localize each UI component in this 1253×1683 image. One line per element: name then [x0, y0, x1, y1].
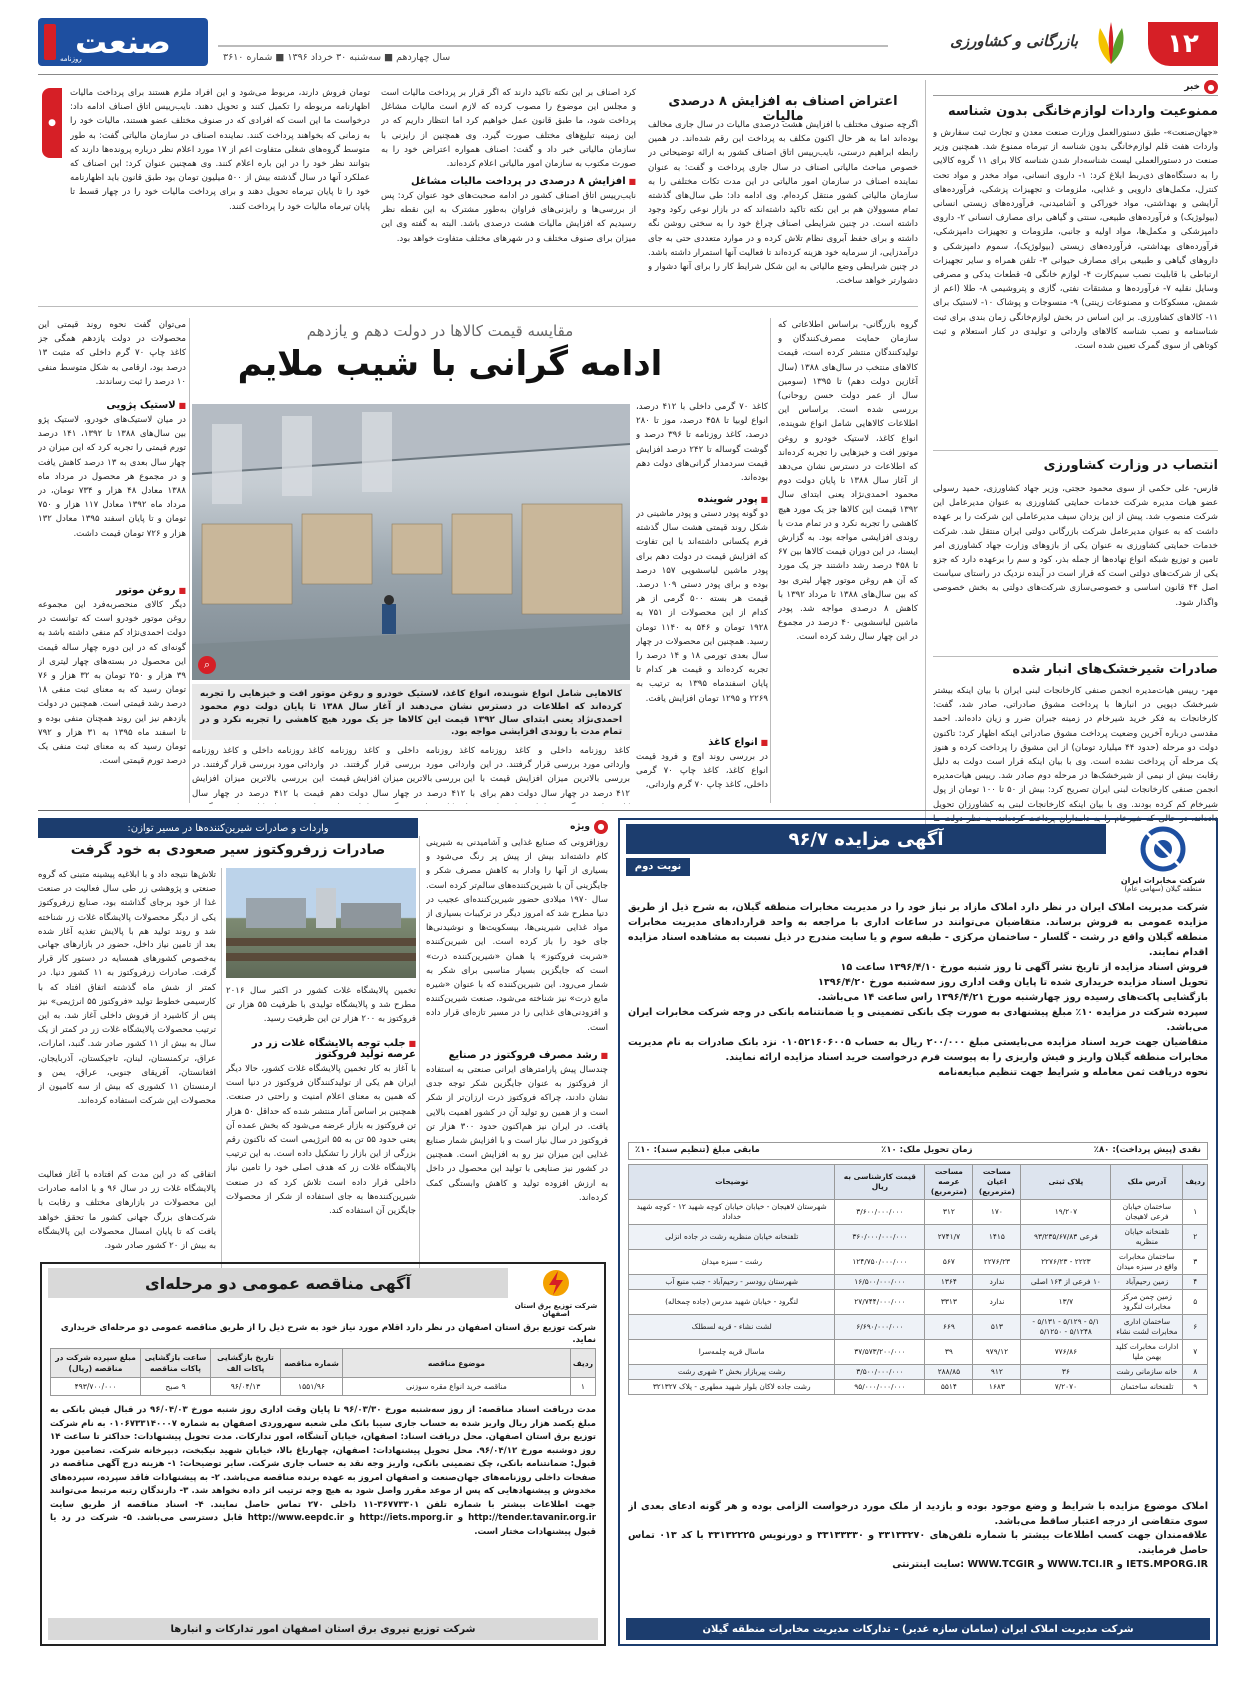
- tci-table-cell: ۲: [1183, 1225, 1208, 1250]
- news3-title: صادرات شیرخشک‌های انبار شده: [1012, 662, 1218, 677]
- tci-table-cell: ۱۷۰: [973, 1200, 1021, 1225]
- tci-table-cell: ۳۷/۵۷۳/۲۰۰/۰۰۰: [835, 1340, 925, 1365]
- tci-term-2: زمان تحویل ملک: ۱۰٪: [881, 1145, 973, 1155]
- tci-table-cell: ۴: [1183, 1275, 1208, 1290]
- tci-table-cell: رشت پیربازار بخش ۲ شهری رشت: [629, 1365, 835, 1380]
- tci-table-cell: خانه سازمانی رشت: [1111, 1365, 1183, 1380]
- news3-body: مهر- رییس هیات‌مدیره انجمن صنفی کارخانجات لبنی ایران با بیان اینکه بیشتر شیرخشک دپویی در انبارها با پرداخت مشوق صادراتی، صادر شد، گفت: کارخانجات به فکر خرید شیرخام در زمینه جبران ضرر و زیان داده‌اند. احمد مقدسی درباره آخرین وضعیت پرداخت مشوق صادراتی اینکه اظهار کرد: تاکنون دولت دو مرحله (حدود ۴۴ میلیارد تومان) از این مشوق را پرداخت کرده و هنوز یک مرحله آن پرداخت نشده است. وی با بیان اینکه قرار است دولت به دلیل رقابت بیش از نیمی از شیرخشک‌ها در مرحله دوم صادر شد. رییس هیات‌مدیره انجمن صنفی کارخانجات لبنی ایران تصریح کرد: بیش از ۵۰ تا ۱۰۰ تومان از پول شیرخام کم کرده بودند. وی با بیان اینکه کارخانجات لبنی به کشاورزان تحویل داده‌اند، در حالی که شیرخام را به دامداران پرداخت کرده‌اند، به نظر دولت ما: [933, 686, 1218, 824]
- tci-table-row: [629, 1315, 1208, 1340]
- tci-table-cell: زمین رحیم‌آباد: [1111, 1275, 1183, 1290]
- news-tag-label: خبر: [1184, 82, 1200, 92]
- tci-table-cell: ۳۶: [1021, 1365, 1111, 1380]
- tci-table-cell: ندارد: [973, 1290, 1021, 1315]
- special-tag-label: ویژه: [570, 821, 590, 832]
- tci-properties-table: [628, 1164, 1208, 1395]
- tci-table-header: ردیف آدرس ملک پلاک ثبتی مساحت اعیان (مترمربع) مساحت عرصه (مترمربع) قیمت کارشناسی به ریال توضیحات: [629, 1165, 1208, 1200]
- special-band-text: واردات و صادرات شیرین‌کننده‌ها در مسیر توازن:: [127, 822, 329, 834]
- tci-table-cell: ۳/۵۰۰/۰۰۰/۰۰۰: [835, 1365, 925, 1380]
- tci-table-cell: ۳۹: [925, 1340, 973, 1365]
- tci-table-cell: ۱: [1183, 1200, 1208, 1225]
- news-divider-1: [933, 450, 1218, 451]
- tci-table-row: [629, 1200, 1208, 1225]
- tci-title: آگهی مزایده ۹۶/۷: [788, 828, 944, 850]
- power-signature-bar: [48, 1618, 598, 1640]
- tci-table-cell: ۱۶/۵۰۰/۰۰۰/۰۰۰: [835, 1275, 925, 1290]
- special-rule-1: [419, 836, 420, 1284]
- special-tag-icon: ●: [594, 820, 608, 834]
- tci-logo-icon: [1134, 826, 1192, 872]
- feature-col-c2: کاغذ روزنامه داخلی و کاغذ روزنامه وارداتی مورد بررسی قرار گرفتند. در این بررسی بالاترین میزان افزایش قیمت با ۴۱۲ درصد در چهار سال دولت دهم: [330, 746, 475, 799]
- page-header: [38, 18, 1218, 70]
- special-title: صادرات زرفروکتوز سیر صعودی به خود گرفت: [70, 842, 386, 858]
- feature-col-rule: [770, 318, 771, 803]
- tci-table-row: [629, 1340, 1208, 1365]
- tci-table-cell: شهرستان رودسر - رحیم‌آباد - جنب منبع آب: [629, 1275, 835, 1290]
- power-table-wrap: [50, 1348, 596, 1396]
- tci-table-row: [629, 1365, 1208, 1380]
- top-article-col2-heading: ■ افزایش ۸ درصدی در پرداخت مالیات مشاغل: [381, 176, 636, 187]
- tci-table-cell: فرعی ۹۳/۲۳۵/۶۷/۸۳: [1021, 1225, 1111, 1250]
- tci-line-3: بازگشایی پاکت‌های رسیده روز چهارشنبه مورخ ۱۳۹۶/۴/۲۱ راس ساعت ۱۴ می‌باشد.: [817, 992, 1208, 1003]
- power-intro: شرکت توزیع برق استان اصفهان در نظر دارد اقلام مورد نیاز خود به شرح ذیل را از طریق مناقصه عمومی دو مرحله‌ای خریداری نماید.: [60, 1323, 596, 1345]
- tci-table-cell: ۵۵۱۴: [925, 1380, 973, 1395]
- tci-table-cell: ۳۶۰/۰۰۰/۰۰۰/۰۰۰: [835, 1225, 925, 1250]
- special-col-mid-b: با آغاز به کار تخمین پالایشگاه غلات کشور، حالا دیگر ایران هم یکی از تولیدکنندگان فروکتوز در دنیا است که همین به معنای اعلام امنیت و راحتی در صنعت. همچنین بر اساس آمار منتشر شده که حداقل ۵۰ هزار تن فروکتوز به بازار عرضه می‌شود که بخش عمده آن یعنی حدود ۵۵ تن به ۵۵ انرژیمی است که ناکنون رقم بزرگی از این بازار را تشکیل داده است. به این ترتیب پالایشگاه غلات زر که هدف اصلی خود را تامین نیاز داخلی قرار داده است تلاش کرد که در صنعت شیرین‌کننده‌ها به جای استفاده از شکر از محصولات جایگزین آن استفاده کند.: [226, 1064, 416, 1217]
- tci-table-cell: ۷: [1183, 1340, 1208, 1365]
- tci-table-cell: ندارد: [973, 1275, 1021, 1290]
- power-tender-table: [50, 1348, 596, 1396]
- tci-company: شرکت مخابرات ایران: [1120, 876, 1206, 885]
- feature-caption: [192, 684, 630, 740]
- tci-table-cell: ۲۷۴۱/۷: [925, 1225, 973, 1250]
- tci-table-cell: ۱۹/۲۰۷: [1021, 1200, 1111, 1225]
- feature-col-d: [38, 318, 186, 803]
- tci-table-cell: ۸: [1183, 1365, 1208, 1380]
- top-article-col2: [381, 86, 636, 302]
- tci-table-cell: ۳۳۱۳: [925, 1290, 973, 1315]
- emphasis-tab: [42, 88, 62, 158]
- section-title: بازرگانی و کشاورزی: [950, 32, 1078, 50]
- feature-headline: ادامه گرانی با شیب ملایم: [237, 344, 663, 384]
- tci-table-cell: ۳/۶۰۰/۰۰۰/۰۰۰: [835, 1200, 925, 1225]
- tci-table-cell: ۲۸۸/۸۵: [925, 1365, 973, 1380]
- tci-contact: علاقه‌مندان جهت کسب اطلاعات بیشتر با شماره تلفن‌های ۳۳۱۳۳۲۷۰ و ۳۳۱۳۳۳۳۰ و دورنویس ۳۳۱۳۲۲۲۵ با کد ۰۱۳ تماس حاصل فرمایند.: [628, 1530, 1208, 1556]
- header-line: [218, 45, 888, 47]
- special-col-left-b: چندسال پیش پارامترهای ایرانی صنعتی به استفاده از فروکتوز به عنوان جایگزین شکر توجه جدی نشان دادند، چراکه فروکتوز ذرت ارزان‌تر از شکر است و از همین رو تولید آن در کشور اهمیت بالایی یافت. در ایران نیز هم‌اکنون حدود ۳۰۰ هزار تن فروکتوز در سال نیاز است و با افزایش شمار صنایع غذایی این میزان نیز رو به افزایش است. همچنین در کشور نیز صنایعی با تولید این محصول در داخل به ارزش افزوده تولید و کاهش وابستگی کمک کرده‌اند.: [426, 1065, 608, 1203]
- special-col-mid-a: تخمین پالایشگاه غلات کشور در اکتبر سال ۲۰۱۶ مطرح شد و پالایشگاه تولیدی با ظرفیت ۵۵ هزار تن فروکتوز به ۲۰۰ هزار تن این ظرفیت رسید.: [226, 986, 416, 1025]
- tci-table-cell: ۲۷/۷۴۴/۰۰۰/۰۰۰: [835, 1290, 925, 1315]
- newspaper-logo: [38, 18, 208, 66]
- feature-col-d-oil: دیگر کالای منحصربه‌فرد این مجموعه روغن موتور خودرو است که توانست در دولت احمدی‌نژاد کم منفی داشته باشد به گونه‌ای که در این دوره چهار ساله قیمت این محصول در بسته‌های چهار لیتری از ۳۹ هزار و ۲۵۰ تومان به ۳۲ هزار و ۷۶ تومان رسید که به معنای ثبت منفی ۱۸ درصد رشد قیمتی است. همچنین در دولت یازدهم نیز این روند همچنان منفی بوده و تا اسفند ماه ۱۳۹۵ به ۳۱ هزار و ۷۹۲ تومان رسید که به معنای ثبت منفی یک درصد تورم قیمتی است.: [38, 600, 186, 767]
- feature-col-c3: کاغذ روزنامه داخلی و کاغذ روزنامه وارداتی مورد بررسی قرار گرفتند. در این بررسی بالاترین میزان افزایش قیمت با ۴۱۲ درصد در چهار سال: [192, 746, 324, 799]
- feature-left-rule: [189, 318, 190, 803]
- tci-table-cell: ۹۱۲: [973, 1365, 1021, 1380]
- tci-table-row: [629, 1250, 1208, 1275]
- news2-title: انتصاب در وزارت کشاورزی: [1043, 458, 1218, 473]
- heading-paper: ■ انواع کاغذ: [636, 737, 768, 748]
- page-number: ۱۲: [1167, 29, 1199, 59]
- tci-table-cell: ۲۲۷۶/۲۳: [973, 1250, 1021, 1275]
- tci-table-cell: تلفنخانه خیابان منظریه: [1111, 1225, 1183, 1250]
- tci-table-cell: ۶: [1183, 1315, 1208, 1340]
- tci-signature: شرکت مدیریت املاک ایران (سامان سازه غدیر) - تدارکات مدیریت مخابرات منطقه گیلان: [702, 1623, 1134, 1635]
- tci-table-cell: ۱۶۸۳: [973, 1380, 1021, 1395]
- power-tender-ad: [40, 1262, 606, 1646]
- logo-text: صنعت: [75, 23, 171, 61]
- special-col-right-c: اتفاقی که در این مدت کم افتاده با آغاز فعالیت پالایشگاه غلات زر در سال ۹۶ و با ادامه صادرات این محصولات در بازارهای مختلف و رقابت با شرکت‌های بزرگ جهانی کشور ما تحقق خواهد یافت که تا پایان امسال محصولات این پالایشگاه به بیش از ۲۰ کشور صادر شود.: [38, 1170, 216, 1252]
- tci-company-sub: منطقه گیلان (سهامی عام): [1124, 885, 1202, 893]
- feature-caption-text: کالاهایی شامل انواع شوینده، انواع کاغذ، لاستیک خودرو و روغن موتور افت و خیزهایی را تجربه کرده‌اند که اطلاعات در دسترس نشان می‌دهند از آغاز سال ۱۳۸۸ تا پایان دولت دوم محمود احمدی‌نژاد یعنی ابتدای سال ۱۳۹۲ قیمت این کالاها جز یک مورد هیچ کاهشی را تجربه نکرد و در تمام مدت با روندی افزایشی مواجه بود.: [200, 689, 622, 738]
- power-logo-icon: [539, 1268, 573, 1298]
- news-tag: [933, 80, 1218, 96]
- special-tag: [570, 814, 608, 834]
- heading-powder: ■ پودر شوینده: [636, 494, 768, 505]
- feature-col-d-intro: می‌توان گفت نحوه روند قیمتی این محصولات در دولت یازدهم همگی جز کاغذ چاپ ۷۰ گرم داخلی که مثبت ۱۳ درصد بود، ارقامی به شکل متوسط منفی ۱۰ درصد را ثبت رساندند.: [38, 320, 186, 387]
- tci-sites: سایت اینترنتی: WWW.TCGIR و WWW.TCI.IR و IETS.MPORG.IR: [892, 1559, 1208, 1570]
- tci-table-cell: ساختمان خیابان فرعی لاهیجان: [1111, 1200, 1183, 1225]
- tci-table-cell: زمین چمن مرکز مخابرات لنگرود: [1111, 1290, 1183, 1315]
- news-column-rule: [925, 80, 926, 830]
- tci-line-4: سپرده شرکت در مزایده ۱۰٪ مبلغ پیشنهادی به صورت چک بانکی تضمینی و یا ضمانتنامه بانکی در وجه شرکت مخابرات ایران می‌باشد.: [628, 1007, 1208, 1033]
- tci-auction-ad: [618, 818, 1218, 1646]
- feature-col-a: گروه بازرگانی- براساس اطلاعاتی که سازمان حمایت مصرف‌کنندگان و تولیدکنندگان منتشر کرده است، قیمت کالاهای منتخب در سال‌های ۱۳۸۸ (سال آغازین دولت دهم) تا ۱۳۹۵ (سومین سال از عمر دولت حسن روحانی) بررسی شده است. براساس این اطلاعات کالاهایی شامل انواع شوینده، انواع کاغذ، لاستیک خودرو و روغن موتور افت و خیزهایی را تجربه کرده‌اند که اطلاعات در دسترس نشان می‌دهد از آغاز سال ۱۳۸۸ تا پایان دولت دوم محمود احمدی‌نژاد یعنی ابتدای سال ۱۳۹۲ قیمت این کالاها جز یک مورد هیچ کاهشی را تجربه نکرد و در تمام مدت با روندی افزایشی مواجه بود. به گزارش ایسنا، در این دوران قیمت کالاها بین ۶۷ تا ۴۵۸ درصد رشد داشتند جز یک مورد که آن هم روغن موتور چهار لیتری بود که بین سال‌های ۱۳۸۸ تا مرداد ۱۳۹۲ با کاهش ۸ درصدی مواجه شد. پودر ماشین لباسشویی ۴۰ درصد در مجموع در این چهار سال رشد کرده است.: [778, 320, 918, 643]
- top-article: [38, 80, 918, 302]
- tci-table-cell: لشت نشاء - قریه لسطلک: [629, 1315, 835, 1340]
- tci-title-bar: [626, 824, 1106, 854]
- special-col-right: [38, 868, 216, 1284]
- tci-table-cell: تلفنخانه خیابان منظریه رشت در جاده انزلی: [629, 1225, 835, 1250]
- tci-table-wrap: [628, 1164, 1208, 1494]
- feature-col-d-tire: در میان لاستیک‌های خودرو، لاستیک پژو بین سال‌های ۱۳۸۸ تا ۱۳۹۲، ۱۴۱ درصد تورم قیمتی را تجربه کرد که این میزان در چهار سال بعدی به ۱۳ درصد کاهش یافت و در مجموع هر محصول در مرداد ماه ۱۳۸۸ معادل ۴۸ هزار و ۷۳۴ تومان، در مرداد ماه ۱۳۹۲ معادل ۱۱۷ هزار و ۷۵۰ تومان و تا پایان اسفند ۱۳۹۵ معادل ۱۳۲ هزار و ۷۲۶ تومان قیمت داشت.: [38, 415, 186, 539]
- tci-table-cell: ۵۱۳: [973, 1315, 1021, 1340]
- power-title-bar: [48, 1268, 508, 1298]
- tci-table-cell: ۹: [1183, 1380, 1208, 1395]
- page-number-badge: [1148, 22, 1218, 66]
- top-article-title: اعتراض اصناف به افزایش ۸ درصدی مالیات: [668, 94, 898, 124]
- news-divider-2: [933, 656, 1218, 657]
- tci-line-1: فروش اسناد مزایده از تاریخ نشر آگهی تا روز شنبه مورخ ۱۳۹۶/۴/۱۰ ساعت ۱۵: [840, 962, 1208, 973]
- refinery-image: [226, 868, 416, 978]
- tci-table-cell: تلفنخانه ساختمان: [1111, 1380, 1183, 1395]
- tci-table-row: [629, 1290, 1208, 1315]
- heading-fructose-use: ■ رشد مصرف فروکتوز در صنایع: [426, 1050, 608, 1061]
- tci-table-cell: رشت جاده لاکان بلوار شهید مطهری - پلاک ۳۲۱۳۲۷: [629, 1380, 835, 1395]
- tci-table-cell: ماسال قریه چلمه‌سرا: [629, 1340, 835, 1365]
- tci-line-2: تحویل اسناد مزایده خریداری شده تا پایان وقت اداری روز سه‌شنبه مورخ ۱۳۹۶/۴/۲۰: [818, 977, 1208, 988]
- top-article-col1: اگرچه صنوف مختلف با افزایش هشت درصدی مالیات در سال جاری مخالف بوده‌اند اما به هر حال اکنون مکلف به پرداخت این رقم شده‌اند. در همین رابطه ابراهیم درستی، نایب‌رییس اتاق اصناف کشور به ارائه توضیحاتی در خصوص مباحث مالیاتی اصناف در سال جاری پرداخت و گفت: به عنوان نماینده اصناف در سازمان امور مالیاتی در این مدت تکات مختلفی را به سازمان مالیاتی کشور منتقل کرده‌ام. وی ادامه داد: طی سال‌های گذشته تمام مسوولان هم بر این نکته تاکید داشته‌اند که در بازار نوعی رکود وجود داشته است. در چنین شرایطی اصناف چراغ خود را به سختی روشن نگه داشته و برای حفظ آبروی نظام تلاش کرده و در موارد متعددی حتی به جای درآمدزایی، از سرمایه خود هزینه کرده‌اند تا فعالیت آنها استمرار داشته باشد. در چنین شرایطی وضع مالیاتی به این شکل شرایط کار را برای آنها دشوار و دشوارتر خواهد ساخت.: [648, 120, 918, 287]
- heading-refinery: ■ جلب توجه پالایشگاه غلات زر در عرصه تولید فروکتوز: [226, 1038, 416, 1060]
- news1-title: ممنوعیت واردات لوازم‌خانگی بدون شناسه: [947, 104, 1218, 119]
- tci-table-cell: ۵۶۷: [925, 1250, 973, 1275]
- tci-table-cell: ۱۲۴/۷۵۰/۰۰۰/۰۰۰: [835, 1250, 925, 1275]
- feature-col-b-paper: در بررسی روند اوج و فرود قیمت انواع کاغذ، کاغذ چاپ ۷۰ گرمی داخلی، کاغذ چاپ ۷۰ گرم وارداتی،: [636, 752, 768, 790]
- tci-intro: شرکت مدیریت املاک ایران در نظر دارد املاک مازاد بر نیاز خود را در مدیریت مخابرات منطقه گیلان، به شرح ذیل از طریق مزایده عمومی به فروش برساند. متقاضیان می‌توانند در ساعات اداری با مراجعه به واحد قراردادهای مدیریت مخابرات منطقه گیلان واقع در رشت - گلسار - ساختمان مرکزی - طبقه سوم و یا سایت مندرج در ذیل نسبت به مشاهده اسناد مزایده اقدام نمایند.: [628, 902, 1208, 958]
- power-table-header: ردیف موضوع مناقصه شماره مناقصه تاریخ بازگشایی پاکات الف ساعت بازگشایی پاکات مناقصه مبلغ سپرده شرکت در مناقصه (ریال): [51, 1349, 596, 1378]
- tci-table-cell: ۶/۶۹۰/۰۰۰/۰۰۰: [835, 1315, 925, 1340]
- power-body: مدت دریافت اسناد مناقصه: از روز سه‌شنبه مورخ ۹۶/۰۳/۳۰ تا پایان وقت اداری روز شنبه مورخ ۹۶/۰۴/۰۳ در قبال فیش بانکی به مبلغ یکصد هزار ریال واریز شده به حساب جاری سیبا بانک ملی شعبه سهروردی اصفهان به شماره ۰۱۰۶۷۳۳۱۴۰۰۰۷ به نام شرکت توزیع برق استان اصفهان. محل دریافت اسناد: اصفهان، خیابان آتشگاه، امور تدارکات. مدت تحویل پیشنهادات: حداکثر تا ساعت ۱۴ روز دوشنبه مورخ ۹۶/۰۴/۱۲. محل تحویل پیشنهادات: اصفهان، چهارباغ بالا، خیابان شهید نیکبخت، دبیرخانه شرکت. تضامین مورد قبول: ضمانتنامه بانکی، چک تضمینی بانکی، واریز وجه نقد به حساب جاری شرکت. سایر توضیحات: ۱- هزینه درج آگهی مناقصه در صفحات داخلی روزنامه‌های جهان‌صنعت و اصفهان امروز به عهده برنده مناقصه می‌باشد. ۲- به پیشنهادات فاقد سپرده، سپرده‌های مخدوش و پیشنهادهایی که پس از موعد مقرر واصل شود به هیچ وجه ترتیب اثر داده نخواهد شد. ۳- دارندگان رتبه مرتبط می‌توانند جهت اطلاعات بیشتر با شماره تلفن ۳۶۷۷۳۳۰۱-۱۱ داخلی ۲۷۰ تماس حاصل نمایند. ۴- اسناد مناقصه از طریق سایت http://tender.tavanir.org.ir و http://iets.mporg.ir و http://www.eepdc.ir قابل دسترسی می‌باشد. ۵- شرکت در رد یا قبول پیشنهادات مختار است.: [50, 1405, 596, 1537]
- tci-footer: [628, 1500, 1208, 1616]
- tci-table-cell: ۱۳/۷: [1021, 1290, 1111, 1315]
- tci-table-cell: ساختمان اداری مخابرات لشت نشاء: [1111, 1315, 1183, 1340]
- power-signature: شرکت توزیع نیروی برق استان اصفهان امور تدارکات و انبارها: [170, 1623, 476, 1635]
- special-rule-2: [221, 868, 222, 1284]
- tci-table-cell: ۲۲۲۳ - ۲۲۷۶/۲۳: [1021, 1250, 1111, 1275]
- tci-term-1: نقدی (پیش پرداخت): ۸۰٪: [1093, 1145, 1201, 1155]
- special-photo: [226, 868, 416, 978]
- feature-col-b: [636, 400, 768, 803]
- tci-table-cell: ۱۴۱۵: [973, 1225, 1021, 1250]
- tci-table-cell: ۵/۱ - ۵/۱۲۹ - ۵/۱۳۱ - ۵/۱۲۴۸ - ۵/۱۲۵۰: [1021, 1315, 1111, 1340]
- power-company: شرکت توزیع برق استان اصفهان: [514, 1302, 598, 1318]
- header-rule: [38, 74, 1218, 75]
- special-col-left: [426, 836, 608, 1284]
- tci-table-cell: شهرستان لاهیجان - خیابان خیابان کوچه شهید ۱۲ - کوچه شهید خداداد: [629, 1200, 835, 1225]
- heading-oil: ■ روغن موتور: [38, 585, 186, 596]
- power-title: آگهی مناقصه عمومی دو مرحله‌ای: [145, 1273, 411, 1293]
- tci-round: نوبت دوم: [626, 858, 690, 876]
- logo-accent: [44, 24, 56, 60]
- news2-body: فارس- علی حکمی از سوی محمود حجتی، وزیر جهاد کشاورزی، حمید رسولی عضو هیات مدیره شرکت خدمات حمایتی کشاورزی به عنوان مدیرعامل این شرکت منصوب شد. پیش از این یزدان سیف مدیرعاملی این شرکت را بر عهده داشت که به عنوان مدیرعامل شرکت بازرگانی دولتی ایران منتقل شد. شرکت خدمات حمایتی کشاورزی به عنوان یکی از بازوهای وزارت جهاد کشاورزی امر تامین و توزیع شبکه انواع نهاده‌ها از جمله بذر، کود و سم را برعهده دارد که جزو یکی از شرکت‌های دولتی است که قرار است در آینده نزدیک در راستای سیاست اصل ۴۴ قانون اساسی و خصوصی‌سازی شرکت‌های دولتی به بخش خصوصی واگذار شود.: [933, 484, 1218, 608]
- section-icon: [1086, 20, 1136, 68]
- tci-table-cell: ۱۳۶۴: [925, 1275, 973, 1290]
- tci-footer-note: املاک موضوع مزایده با شرایط و وضع موجود بوده و بازدید از ملک مورد درخواست الزامی بوده و هر گونه ادعای بعدی از سوی متقاضی از درجه اعتبار ساقط می‌باشد.: [628, 1501, 1208, 1527]
- tci-table-cell: ۹۷۹/۱۲: [973, 1340, 1021, 1365]
- tci-line-6: نحوه دریافت ثمن معامله و شرایط جهت تنظیم مبایعه‌نامه: [938, 1067, 1208, 1078]
- tci-table-cell: رشت - سبزه میدان: [629, 1250, 835, 1275]
- special-col-right-a: تلاش‌ها نتیجه داد و با ابلاغیه پیشینه متبنی که گروه صنعتی و پژوهشی زر طی سال فعالیت در صنعت غذا از خود برجای گذاشته بود، صنایع زرفروکتوز یکی از دیگر محصولات پالایشگاه غلات زر شناخته شد و روند تولید هم با پالایش تغذیه آغاز شده: [38, 870, 216, 937]
- issue-line: سال چهاردهم ■ سه‌شنبه ۳۰ خرداد ۱۳۹۶ ■ شماره ۳۶۱۰: [223, 52, 451, 63]
- tab-dot-icon: ●: [48, 118, 56, 128]
- tci-body: [628, 900, 1208, 1140]
- top-article-col3: تومان فروش دارند، مربوط می‌شود و این افراد ملزم هستند برای پرداخت مالیات اظهارنامه مربوطه را تکمیل کنند و تحویل دهند. نایب‌رییس اتاق اصناف ادامه داد: درخواست ما این است که افرادی که در صنوف مختلف عضو هستند، مالیات خود را به زمانی که بخواهند پرداخت کنند. نماینده اصناف در سازمان مالیاتی گفت: به طور متوسط گروه‌های شغلی متفاوت اعم از ۱۷ مورد اعلام نظر درباره پرونده‌ها دارند که بتوانند نظر خود را در این باره اعلام کنند. وی همچنین عنوان کرد: این اصناف که عملکرد آنها در سال گذشته بیش از ۵۰۰ میلیون تومان بود طبق قانون باید اظهارنامه خود را تا پایان تیرماه تحویل دهند و برای پرداخت مالیات خود را در چهار قسط تا پایان تیرماه مالیات خود را پرداخت کنند.: [70, 88, 370, 212]
- tci-table-row: [629, 1380, 1208, 1395]
- tci-term-3: مابقی مبلغ (تنظیم سند): ۱۰٪: [635, 1145, 760, 1155]
- tci-table-cell: ۹۵/۰۰۰/۰۰۰/۰۰۰: [835, 1380, 925, 1395]
- mid-page-rule: [38, 810, 1218, 811]
- tci-table-cell: ۶۶۹: [925, 1315, 973, 1340]
- zoom-icon: ⌕: [198, 656, 216, 674]
- power-table-row: ۱ مناقصه خرید انواع مقره سوزنی ۱۵۵۱/۹۶ ۹۶/۰۴/۱۳ ۹ صبح ۴۹۳/۷۰۰/۰۰۰: [51, 1378, 596, 1396]
- news-tag-icon: ●: [1204, 80, 1218, 94]
- tci-terms: [628, 1142, 1208, 1160]
- news-column: [933, 80, 1218, 826]
- feature-photo: [192, 404, 630, 680]
- heading-tire: ■ لاستیک پژویی: [38, 400, 186, 411]
- top-article-rule: [38, 306, 918, 307]
- logo-sub: روزنامه: [60, 55, 82, 63]
- tci-table-row: [629, 1225, 1208, 1250]
- special-col-left-a: روزافزونی که صنایع غذایی و آشامیدنی به شیرینی کام داشته‌اند بیش از پیش پر رنگ می‌شود و بسیاری از آنها را وادار به کاهش مصرف شکر و جایگزینی آن با شیرین‌کننده‌های سالم‌تر کرده است. سال ۱۹۷۰ میلادی حضور شیرین‌کننده‌ای عجیب در دنیا مطرح شد که امروز دیگر در ترکیبات بسیاری از مواد غذایی شیرینی‌ها، بیسکویت‌ها و نوشیدنی‌ها جای خود را باز کرده است. این شیرین‌کننده «شربت فروکتوز» یا همان «شیرین‌کننده ذرت» است که جایگزین بسیار مناسبی برای شکر به شمار می‌رود. این شیرین‌کننده که با عنوان «شیره مایع ذرت» نیز شناخته می‌شود، صنعت شیرین‌کننده و افزودنی‌های غذایی را در مسیر تازه‌ای قرار داده است.: [426, 838, 608, 1033]
- tci-table-row: [629, 1275, 1208, 1290]
- top-article-col2-a: کرد اصناف بر این نکته تاکید دارند که اگر قرار بر پرداخت مالیات است و مجلس این موضوع را مصوب کرده که لازم است مالیات مشاغل پرداخت شود، ما طبق قانون عمل خواهیم کرد اما انتظار داریم که در این زمینه تبلیغ‌های مختلف صورت گیرد. وی همچنین از رایزنی با سازمان مالیاتی خبر داد و گفت: اصناف همواره اعتراض خود را به صورت مکتوب به سازمان امور مالیاتی اعلام کرده‌اند.: [381, 88, 636, 170]
- special-report: [38, 814, 608, 1284]
- tci-logo: [1118, 826, 1208, 896]
- tci-table-cell: ۷۷۶/۸۶: [1021, 1340, 1111, 1365]
- tci-table-cell: ۵: [1183, 1290, 1208, 1315]
- tci-table-cell: ۱۰ فرعی از ۱۶۴ اصلی: [1021, 1275, 1111, 1290]
- top-article-col2-b: نایب‌رییس اتاق اصناف کشور در ادامه صحبت‌های خود عنوان کرد: پس از بررسی‌ها و رایزنی‌های فراوان به‌طور مشترک به این نقطه نظر رسیدیم که افزایش مالیات هشت درصدی باشد. البته به گفته وی این میزان برای صنوف مختلف و در شهرهای مختلف متفاوت خواهد بود.: [381, 191, 636, 244]
- feature-col-b-intro: کاغذ ۷۰ گرمی داخلی با ۴۱۲ درصد، انواع لوبیا تا ۴۵۸ درصد، موز تا ۲۸۰ درصد، کاغذ روزنامه تا ۳۹۶ درصد و گوشت گوساله تا ۲۴۲ درصد افزایش قیمت سردمدار گرانی‌های دولت دهم بوده‌اند.: [636, 402, 768, 484]
- feature-col-b-powder: دو گونه پودر دستی و پودر ماشینی در شکل روند قیمتی هشت سال گذشته فرم یکسانی داشته‌اند با این تفاوت که افزایش قیمت در دولت دهم برای پودر ماشین لباسشویی ۱۵۷ درصد بوده و برای پودر دستی ۱۰۹ درصد. قیمت هر بسته ۵۰۰ گرمی از هر کدام از این محصولات از ۷۵۱ به ۱۹۲۸ تومان و ۵۴۶ به ۱۱۴۰ تومان رسید. همچنین این محصولات در چهار سال بعدی تورمی ۱۸ و ۱۴ درصد را تجربه کرده‌اند و قیمت هر کدام تا پایان اسفندماه ۱۳۹۵ به ترتیب به ۲۲۶۹ و ۱۲۹۵ تومان افزایش یافت.: [636, 509, 768, 704]
- tci-table-cell: لنگرود - خیابان شهید مدرس (جاده چمخاله): [629, 1290, 835, 1315]
- warehouse-image: [192, 404, 630, 680]
- power-logo: [514, 1268, 598, 1318]
- feature-kicker: مقایسه قیمت کالاها در دولت دهم و یازدهم: [306, 322, 574, 340]
- special-band: [38, 818, 418, 838]
- special-col-right-b: بعد از تامین نیاز داخل، حضور در بازارهای جهانی به‌خصوص کشورهای همسایه در دستور کار قرار گرفت. صادرات زرفروکتوز به ۱۱ کشور دنیا. در کمتر از شش ماه گذشته اتفاق افتاد که با کارسیمی خطوط تولید «فروکتوز ۵۵ انرژیمی» نیز پس از کاشیرد از فروش داخلی آغاز شد. به این ترتیب محصولات پالایشگاه غلات زر در کمتر از یک سال به بیش از ۱۱ کشور صادر شد. گنبد، امارات، عراق، ترکمنستان، لبنان، تاجیکستان، آذربایجان، افغانستان، آفریقای جنوبی، عراق، یمن و ارمنستان ۱۱ کشوری که بیش از سه کامیون از محصولات این شرکت استفاده کرده‌اند.: [38, 940, 216, 1107]
- news1-body: «جهان‌صنعت»- طبق دستورالعمل وزارت صنعت معدن و تجارت ثبت سفارش و واردات هفت قلم لوازم‌خانگی بدون شناسه از تیرماه ممنوع شد. همچنین وزیر صنعت در دستورالعملی لیست شناسه‌دار شدن شناسه کالا برای ۱۱ گروه کالایی را به دستگاه‌های ذی‌ربط ابلاغ کرد: ۱- داروی انسانی، مواد مخدر و مواد تحت کنترل، مکمل‌های دارویی و غذایی، ملزومات و تجهیزات پزشکی، فرآورده‌های آرایشی و بهداشتی، مواد خوراکی و آشامیدنی، فرآورده‌های زیستی انسانی (بیولوژیک) و فرآورده‌های طبیعی، سنتی و گیاهی برای مصارف انسانی ۲- داروی دامپزشکی و مکمل‌ها، مواد اولیه و جانبی، ملزومات و تجهیزات دامپزشکی، فرآورده‌های بهداشتی، فرآورده‌های زیستی (بیولوژیک)، سموم دامپزشکی و داروهای گیاهی و طبیعی برای مصارف حیوانی ۳- تلفن همراه و سایر تجهیزات ارتباطی با قابلیت نصب سیم‌کارت ۴- لوازم خانگی ۵- قطعات یدکی و مصرفی وسایل نقلیه ۷- فرآورده‌ها و مشتقات نفتی، گازی و پتروشیمی ۸- طلا (اعم از شمش، مسکوکات و مصنوعات زینتی) ۹- منسوجات و پوشاک ۱۰- لاستیک برای ۱۱- کالاهای کشاورزی. بر این اساس در بخش لوازم‌خانگی زمان بندی برای ثبت شناسنامه و نصب شناسه کالاهای وارداتی و تولیدی در کنار استعلام و ثبت کوتاهی از سوی گمرک تعیین شده است.: [933, 128, 1218, 352]
- tci-table-cell: ۳: [1183, 1250, 1208, 1275]
- tci-table-cell: ۷/۲۰۷۰: [1021, 1380, 1111, 1395]
- feature-col-c1: کاغذ روزنامه داخلی و کاغذ روزنامه وارداتی مورد بررسی قرار گرفتند. در این بررسی بالاترین میزان افزایش قیمت با ۴۱۲ درصد در چهار سال دولت دهم برای: [480, 746, 630, 799]
- tci-table-cell: ۳۱۲: [925, 1200, 973, 1225]
- tci-signature-bar: [626, 1618, 1210, 1640]
- special-col-mid: [226, 984, 416, 1284]
- tci-table-cell: ساختمان مخابرات واقع در سبزه میدان: [1111, 1250, 1183, 1275]
- tci-table-cell: ادارات مخابرات کلید بهمن ملیا: [1111, 1340, 1183, 1365]
- tci-line-5: متقاضیان جهت خرید اسناد مزایده می‌بایستی مبلغ ۲۰۰/۰۰۰ ریال به حساب ۰۱۰۵۲۱۶۰۶۰۰۵ نزد بانک صادرات به نام مدیریت مخابرات منطقه گیلان واریز و فیش واریزی را به پیوست فرم درخواست خرید اسناد مزایده ارائه نمایند.: [628, 1037, 1208, 1063]
